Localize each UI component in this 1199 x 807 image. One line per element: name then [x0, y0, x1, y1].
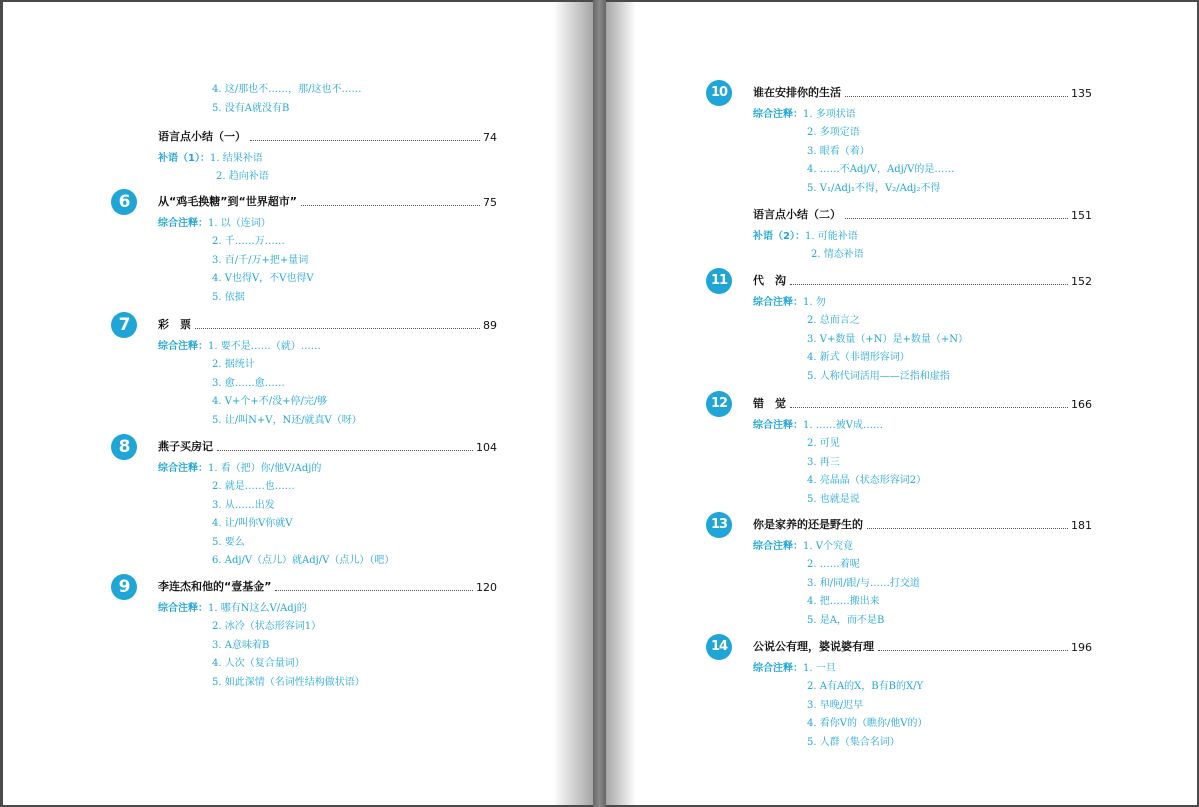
grammar-point: 4. 人次（复合量词） — [212, 658, 305, 669]
grammar-point: 5. 要么 — [212, 536, 245, 548]
dot-leader — [195, 327, 480, 329]
page-number: 104 — [476, 441, 497, 454]
grammar-point: 5. 是A，而不是B — [807, 614, 885, 626]
grammar-point: 1. 看（把）你/他V/Adj的 — [208, 462, 322, 474]
page-number: 74 — [483, 131, 497, 144]
grammar-point: 1. 多项状语 — [803, 108, 856, 120]
grammar-point: 3. 愈……愈…… — [212, 377, 285, 389]
grammar-point: 1. 可能补语 — [804, 230, 858, 242]
chapter-number-badge: 6 — [111, 189, 137, 215]
chapter-number-badge: 7 — [111, 312, 137, 338]
subsection-line — [753, 416, 883, 431]
page-number: 166 — [1071, 398, 1092, 411]
grammar-point: 4. 看你V的（瞧你/他V的） — [807, 718, 928, 729]
grammar-point: 4. 这/那也不……，那/这也不…… — [212, 84, 362, 95]
grammar-point: 5. 也就是说 — [807, 493, 860, 505]
dot-leader — [790, 283, 1068, 285]
grammar-point: 1. 哪有N这么V/Adj的 — [208, 602, 307, 614]
chapter-title: 李连杰和他的“壹基金” — [158, 580, 272, 593]
chapter-number-badge: 10 — [706, 80, 732, 106]
toc-entry-link[interactable] — [158, 580, 497, 594]
grammar-point: 1. 以（连词） — [208, 217, 271, 229]
grammar-point: 4. 新式（非谓形容词） — [807, 352, 910, 363]
subsection-line — [158, 337, 321, 352]
grammar-point: 1. 结果补语 — [209, 152, 263, 164]
grammar-point: 2. 可见 — [807, 438, 840, 449]
grammar-point: 2. 千……万…… — [212, 236, 285, 247]
grammar-point: 3. 从……出发 — [212, 499, 275, 511]
page-number: 75 — [483, 196, 497, 209]
chapter-title: 谁在安排你的生活 — [753, 86, 841, 99]
grammar-point: 5. 依据 — [212, 291, 245, 303]
dot-leader — [250, 139, 480, 141]
chapter-title: 语言点小结（一） — [158, 130, 246, 143]
grammar-point: 6. Adj/V（点儿）就Adj/V（点儿）（吧） — [212, 555, 395, 566]
grammar-point: 3. 早晚/迟早 — [807, 699, 864, 711]
subsection-label: 综合注释： — [158, 217, 208, 229]
grammar-point: 3. 和/同/跟/与……打交道 — [807, 577, 920, 589]
toc-entry-link[interactable] — [753, 274, 1092, 288]
grammar-point: 4. 亮晶晶（状态形容词2） — [807, 475, 927, 486]
page-number: 135 — [1071, 87, 1092, 100]
grammar-point: 2. ……着呢 — [807, 559, 860, 570]
chapter-number-badge: 8 — [111, 434, 137, 460]
grammar-point: 1. ……被V成…… — [803, 419, 883, 431]
subsection-label: 补语（2）： — [753, 230, 805, 242]
grammar-point: 2. 多项定语 — [807, 127, 860, 138]
dot-leader — [845, 95, 1068, 97]
subsection-line — [158, 149, 263, 164]
grammar-point: 3. 眼看（着） — [807, 145, 870, 157]
toc-entry-link[interactable] — [753, 397, 1092, 411]
toc-entry-link[interactable] — [753, 518, 1092, 532]
subsection-label: 综合注释： — [158, 462, 208, 474]
grammar-point: 2. 趋向补语 — [216, 171, 269, 182]
subsection-label: 综合注释： — [753, 419, 803, 431]
grammar-point: 2. 据统计 — [212, 359, 255, 370]
grammar-point: 2. 冰冷（状态形容词1） — [212, 621, 322, 632]
grammar-point: 4. V+个+不/没+停/完/够 — [212, 396, 328, 407]
grammar-point: 4. 让/叫你V你就V — [212, 518, 293, 529]
grammar-point: 1. 要不是……（就）…… — [208, 340, 321, 352]
chapter-title: 代 沟 — [753, 274, 786, 287]
page-number: 152 — [1071, 275, 1092, 288]
subsection-line — [158, 214, 271, 229]
page-number: 151 — [1071, 209, 1092, 222]
toc-entry-link[interactable] — [158, 130, 497, 144]
dot-leader — [845, 217, 1068, 219]
page-number: 120 — [476, 581, 497, 594]
grammar-point: 5. 人群（集合名词） — [807, 736, 900, 748]
subsection-line — [158, 599, 307, 614]
dot-leader — [867, 527, 1068, 529]
grammar-point: 3. A意味着B — [212, 639, 270, 651]
grammar-point: 2. 总而言之 — [807, 315, 860, 326]
dot-leader — [790, 406, 1068, 408]
subsection-line — [753, 537, 853, 552]
subsection-label: 综合注释： — [753, 540, 803, 552]
grammar-point: 5. 人称代词活用——泛指和虚指 — [807, 370, 950, 382]
page-number: 196 — [1071, 641, 1092, 654]
dot-leader — [878, 649, 1068, 651]
chapter-title: 燕子买房记 — [158, 440, 213, 453]
grammar-point: 3. 百/千/万+把+量词 — [212, 254, 309, 266]
chapter-number-badge: 9 — [111, 574, 137, 600]
subsection-label: 综合注释： — [753, 108, 803, 120]
grammar-point: 5. 没有A就没有B — [212, 102, 290, 114]
grammar-point: 4. V也得V，不V也得V — [212, 273, 314, 284]
grammar-point: 3. 再三 — [807, 456, 840, 468]
grammar-point: 5. V₁/Adj₁不得，V₂/Adj₂不得 — [807, 182, 941, 194]
subsection-line — [158, 459, 321, 474]
chapter-title: 你是家养的还是野生的 — [753, 518, 863, 531]
toc-entry-link[interactable] — [158, 318, 497, 332]
grammar-point: 2. 情态补语 — [811, 249, 864, 260]
toc-entry-link[interactable] — [753, 640, 1092, 654]
toc-entry-link[interactable] — [158, 195, 497, 209]
chapter-number-badge: 13 — [706, 512, 732, 538]
subsection-line — [753, 659, 836, 674]
chapter-number-badge: 12 — [706, 391, 732, 417]
page-number: 181 — [1071, 519, 1092, 532]
subsection-label: 综合注释： — [753, 662, 803, 674]
subsection-label: 综合注释： — [158, 602, 208, 614]
chapter-title: 公说公有理，婆说婆有理 — [753, 640, 874, 653]
toc-entry-link[interactable] — [158, 440, 497, 454]
subsection-label: 综合注释： — [753, 296, 803, 308]
subsection-line — [753, 227, 858, 242]
toc-entry-link[interactable] — [753, 86, 1092, 100]
dot-leader — [217, 449, 473, 451]
chapter-number-badge: 14 — [706, 634, 732, 660]
chapter-title: 彩 票 — [158, 318, 191, 331]
grammar-point: 4. ……不Adj/V，Adj/V的是…… — [807, 164, 955, 175]
dot-leader — [301, 204, 480, 206]
grammar-point: 3. V+数量（+N）是+数量（+N） — [807, 333, 968, 345]
dot-leader — [275, 589, 473, 591]
grammar-point: 1. 勿 — [803, 296, 826, 308]
chapter-number-badge: 11 — [706, 268, 732, 294]
grammar-point: 5. 让/叫N+V，N还/就真V（呀） — [212, 414, 362, 426]
grammar-point: 2. A有A的X，B有B的X/Y — [807, 681, 924, 692]
grammar-point: 1. V个究竟 — [803, 540, 853, 552]
page-number: 89 — [483, 319, 497, 332]
chapter-title: 语言点小结（二） — [753, 208, 841, 221]
chapter-title: 从“鸡毛换糖”到“世界超市” — [158, 195, 297, 208]
subsection-line — [753, 105, 856, 120]
subsection-label: 综合注释： — [158, 340, 208, 352]
book-spine — [593, 0, 606, 807]
toc-entry-link[interactable] — [753, 208, 1092, 222]
subsection-label: 补语（1）： — [158, 152, 210, 164]
grammar-point: 1. 一旦 — [803, 662, 836, 674]
chapter-title: 错 觉 — [753, 397, 786, 410]
subsection-line — [753, 293, 826, 308]
grammar-point: 4. 把……搬出来 — [807, 596, 880, 607]
grammar-point: 2. 就是……也…… — [212, 481, 295, 492]
grammar-point: 5. 如此深情（名词性结构做状语） — [212, 676, 365, 688]
